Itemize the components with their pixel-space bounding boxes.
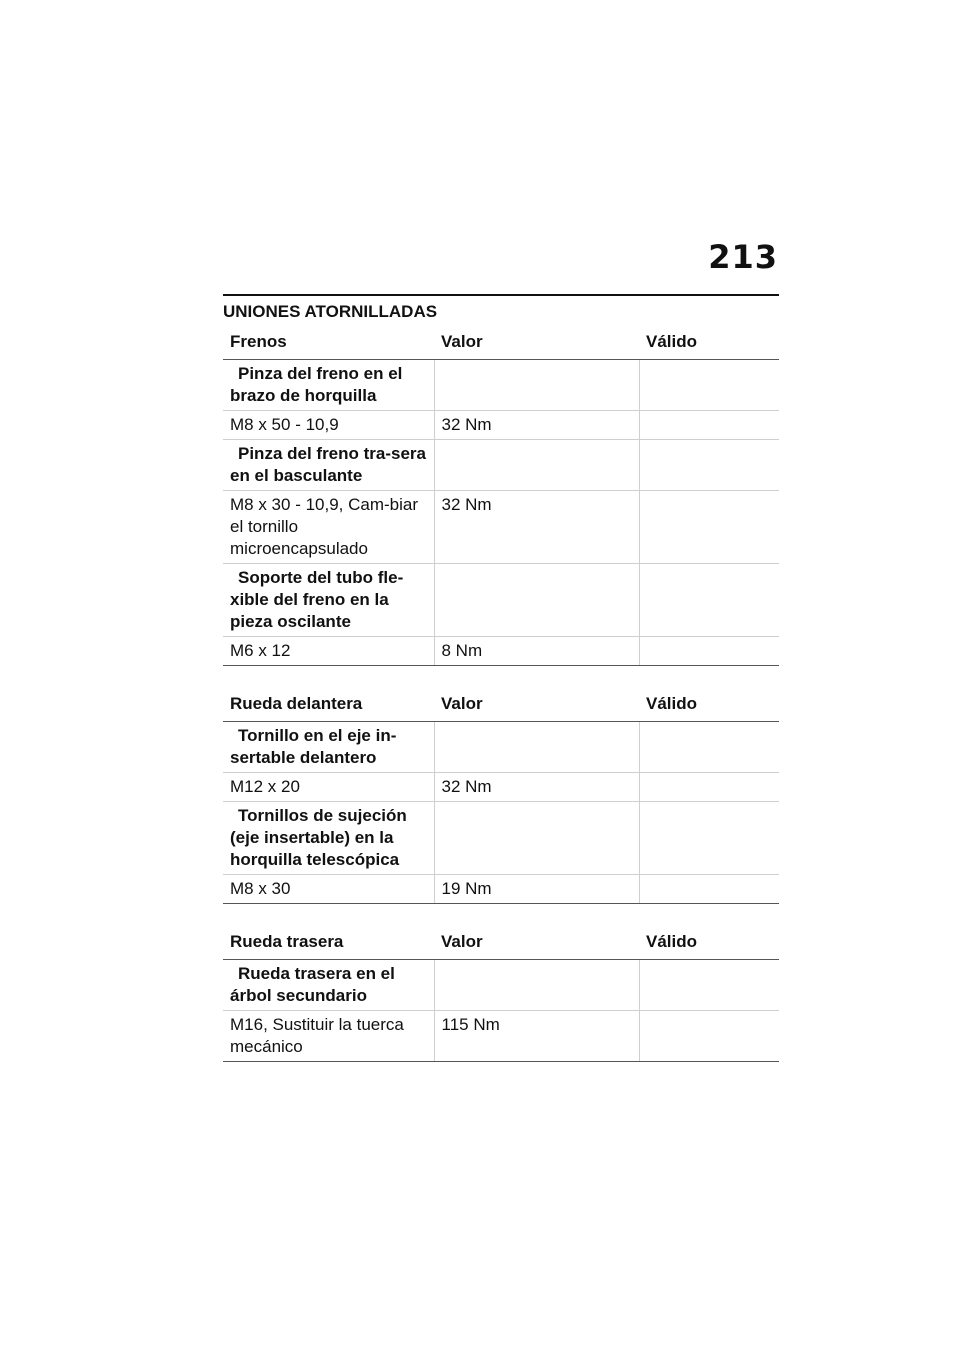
- table-row: [223, 1011, 779, 1062]
- valid-cell: [639, 440, 779, 491]
- valid-cell: [639, 564, 779, 637]
- torque-value: [434, 722, 639, 773]
- valid-cell: [639, 360, 779, 411]
- table-row: [223, 411, 779, 440]
- torque-value: 19 Nm: [434, 875, 639, 904]
- valid-cell: [639, 411, 779, 440]
- valid-cell: [639, 875, 779, 904]
- column-header-valid: Válido: [639, 686, 779, 722]
- table-row: [223, 722, 779, 773]
- valid-cell: [639, 960, 779, 1011]
- table-header-row: [223, 924, 779, 960]
- torque-table-rueda-delantera: [223, 686, 779, 904]
- screw-spec: M8 x 30 - 10,9, Cam-biar el tornillo microencapsulado: [223, 491, 434, 564]
- screw-spec: M6 x 12: [223, 637, 434, 666]
- torque-value: [434, 960, 639, 1011]
- column-header-valid: Válido: [639, 324, 779, 360]
- column-header-component: Rueda delantera: [223, 686, 434, 722]
- table-row: [223, 491, 779, 564]
- valid-cell: [639, 491, 779, 564]
- table-row: [223, 564, 779, 637]
- screw-spec: M8 x 50 - 10,9: [223, 411, 434, 440]
- torque-value: 32 Nm: [434, 411, 639, 440]
- valid-cell: [639, 637, 779, 666]
- torque-value: [434, 360, 639, 411]
- table-header-row: [223, 324, 779, 360]
- section-title: UNIONES ATORNILLADAS: [223, 302, 438, 321]
- table-row: [223, 440, 779, 491]
- component-description: Tornillo en el eje in-sertable delantero: [223, 722, 434, 773]
- column-header-value: Valor: [434, 924, 639, 960]
- table-row: [223, 802, 779, 875]
- column-header-valid: Válido: [639, 924, 779, 960]
- torque-value: [434, 440, 639, 491]
- valid-cell: [639, 722, 779, 773]
- page-number: 213: [708, 238, 778, 276]
- table-row: [223, 360, 779, 411]
- table-row: [223, 773, 779, 802]
- column-header-component: Rueda trasera: [223, 924, 434, 960]
- component-description: Pinza del freno en el brazo de horquilla: [223, 360, 434, 411]
- component-description: Tornillos de sujeción (eje insertable) en la horquilla telescópica: [223, 802, 434, 875]
- table-row: [223, 875, 779, 904]
- torque-content: [223, 294, 779, 1062]
- component-description: Soporte del tubo fle-xible del freno en la pieza oscilante: [223, 564, 434, 637]
- valid-cell: [639, 773, 779, 802]
- column-header-value: Valor: [434, 324, 639, 360]
- column-header-component: Frenos: [223, 324, 434, 360]
- valid-cell: [639, 1011, 779, 1062]
- table-row: [223, 637, 779, 666]
- torque-value: [434, 564, 639, 637]
- screw-spec: M16, Sustituir la tuerca mecánico: [223, 1011, 434, 1062]
- component-description: Rueda trasera en el árbol secundario: [223, 960, 434, 1011]
- column-header-value: Valor: [434, 686, 639, 722]
- torque-value: [434, 802, 639, 875]
- table-header-row: [223, 686, 779, 722]
- component-description: Pinza del freno tra-sera en el basculante: [223, 440, 434, 491]
- torque-value: 115 Nm: [434, 1011, 639, 1062]
- torque-value: 8 Nm: [434, 637, 639, 666]
- torque-table-rueda-trasera: [223, 924, 779, 1062]
- valid-cell: [639, 802, 779, 875]
- screw-spec: M12 x 20: [223, 773, 434, 802]
- torque-table-frenos: [223, 324, 779, 666]
- torque-value: 32 Nm: [434, 773, 639, 802]
- table-row: [223, 960, 779, 1011]
- screw-spec: M8 x 30: [223, 875, 434, 904]
- torque-value: 32 Nm: [434, 491, 639, 564]
